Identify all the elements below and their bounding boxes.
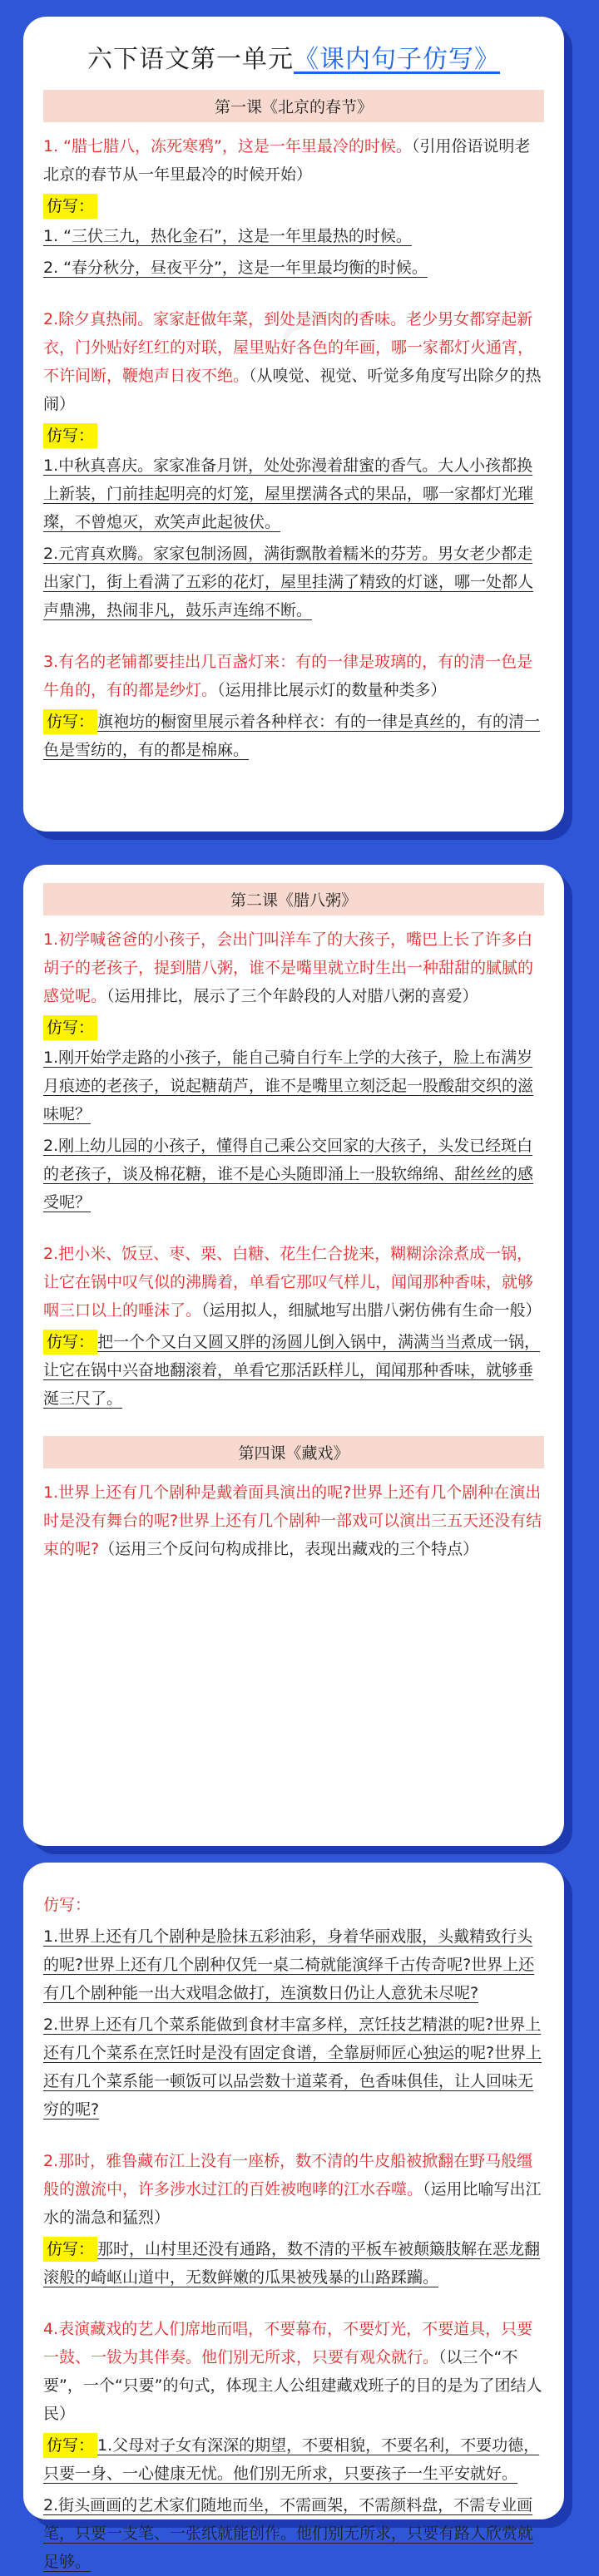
lesson-4-header: 第四课《藏戏》 (43, 1436, 544, 1468)
l4-item1-note: （运用三个反问句构成排比，表现出藏戏的三个特点） (99, 1540, 479, 1558)
l1-item2-sentence-block (43, 305, 544, 418)
l4-item3-sentence: 4.表演藏戏的艺人们席地而唱，不要幕布，不要灯光，不要道具，只要一鼓、一钹为其伴奏。他们别无所求，只要有观众就行。 (43, 2320, 533, 2366)
watermark: ~ (257, 283, 337, 368)
l2-item1-sentence-block (43, 925, 544, 1010)
lesson-2-header: 第二课《腊八粥》 (43, 883, 544, 915)
l4-item1-sentence: 1.世界上还有几个剧种是戴着面具演出的呢?世界上还有几个剧种在演出时是没有舞台的呢?世界上还有几个剧种一部戏可以演出三五天还没有结束的呢? (43, 1483, 542, 1558)
imitation-tag: 仿写： (43, 194, 97, 219)
title-accent: 《课内句子仿写》 (294, 45, 500, 74)
l1-item3-answer: 旗袍坊的橱窗里展示着各种样衣：有的一律是真丝的，有的清一色是雪纺的，有的都是棉麻。 (43, 713, 541, 759)
l4-item1-sentence-block (43, 1478, 544, 1563)
l1-item2-answer-1: 1.中秋真喜庆。家家准备月饼，处处弥漫着甜蜜的香气。大人小孩都换上新装，门前挂起明亮的灯笼，屋里摆满各式的果品，哪一家都灯光璀璨，不曾熄灭，欢笑声此起彼伏。 (43, 456, 534, 531)
l1-item3-note: （运用排比展示灯的数量种类多） (217, 681, 447, 699)
l4-item1-answer-2: 2.世界上还有几个菜系能做到食材丰富多样，烹饪技艺精湛的呢?世界上还有几个菜系在烹饪时是没有固定食谱，全靠厨师匠心独运的呢?世界上还有几个菜系能一顿饭可以品尝数十道菜肴，色香味俱佳，让人回味无穷的呢? (43, 2016, 542, 2119)
l1-item1-sentence: 1. “腊七腊八，冻死寒鸦”，这是一年里最冷的时候。 (43, 137, 412, 155)
l4-item1-tag: 仿写： (43, 1896, 92, 1914)
imitation-tag: 仿写： (43, 1015, 97, 1040)
imitation-tag: 仿写： (43, 2433, 97, 2458)
l4-item3-sentence-block (43, 2315, 544, 2428)
page-title (43, 38, 544, 75)
l4-item2-answer: 那时，山村里还没有通路，数不清的平板车被颠簸肢解在恶龙翻滚般的崎岖山道中，无数鲜嫩的瓜果被残暴的山路蹂躏。 (43, 2240, 541, 2287)
card-lesson-1 (23, 17, 564, 832)
l4-item2-answer-block (43, 2235, 544, 2292)
l4-item3-answer-block (43, 2431, 544, 2488)
l2-item1-answer-2: 2.刚上幼儿园的小孩子，懂得自己乘公交回家的大孩子，头发已经斑白的老孩子，谈及棉花糖，谁不是心头随即涌上一股软绵绵、甜丝丝的感受呢？ (43, 1137, 534, 1212)
imitation-tag: 仿写： (43, 2237, 97, 2262)
l2-item1-note: （运用排比，展示了三个年龄段的人对腊八粥的喜爱） (106, 987, 478, 1005)
l1-item1-answer-2: 2. “春分秋分，昼夜平分”，这是一年里最均衡的时候。 (43, 259, 428, 277)
l2-item2-sentence-block (43, 1240, 544, 1325)
l4-item3-answer-2: 2.街头画画的艺术家们随地而坐，不需画架，不需颜料盘，不需专业画笔，只要一支笔、一张纸就能创作。他们别无所求，只要有路人欣赏就足够。 (43, 2496, 534, 2571)
lesson-1-header: 第一课《北京的春节》 (43, 90, 544, 122)
l2-item2-sentence: 2.把小米、饭豆、枣、栗、白糖、花生仁合拢来，糊糊涂涂煮成一锅，让它在锅中叹气似的沸腾着，单看它那叹气样儿，闻闻那种香味，就够咽三口以上的唾沫了。 (43, 1245, 534, 1320)
l2-item1-answer-1: 1.刚开始学走路的小孩子，能自己骑自行车上学的大孩子，脸上布满岁月痕迹的老孩子，说起糖葫芦，谁不是嘴里立刻泛起一股酸甜交织的滋味呢？ (43, 1049, 534, 1123)
imitation-tag: 仿写： (43, 1330, 97, 1355)
l4-item3-answer-1: 1.父母对子女有深深的期望，不要相貌，不要名利，不要功德，只要一身、一心健康无忧。他们别无所求，只要孩子一生平安就好。 (43, 2436, 540, 2483)
l1-item3-sentence: 3.有名的老铺都要挂出几百盏灯来：有的一律是玻璃的，有的清一色是牛角的，有的都是纱灯。 (43, 653, 533, 699)
l1-item3-answer-block (43, 708, 544, 764)
l2-item2-note: （运用拟人，细腻地写出腊八粥仿佛有生命一般） (201, 1301, 542, 1320)
l2-item2-answer-block (43, 1328, 544, 1413)
l1-item1-note: （引用俗语说明老北京的春节从一年里最冷的时候开始） (43, 137, 531, 184)
l1-item2-answer-2: 2.元宵真欢腾。家家包制汤圆，满街飘散着糯米的芬芳。男女老少都走出家门，街上看满了五彩的花灯，屋里挂满了精致的灯谜，哪一处都人声鼎沸，热闹非凡，鼓乐声连绵不断。 (43, 545, 534, 619)
l2-item2-answer: 把一个个又白又圆又胖的汤圆儿倒入锅中，满满当当煮成一锅，让它在锅中兴奋地翻滚着，单看它那活跃样儿，闻闻那种香味，就够垂涎三尺了。 (43, 1333, 541, 1408)
l2-item1-sentence: 1.初学喊爸爸的小孩子，会出门叫洋车了的大孩子，嘴巴上长了许多白胡子的老孩子，提到腊八粥，谁不是嘴里就立时生出一种甜甜的腻腻的感觉呢。 (43, 930, 534, 1005)
l4-item2-sentence-block (43, 2147, 544, 2232)
l4-item3-note: （以三个“不要”，一个“只要”的句式，体现主人公组建藏戏班子的目的是为了团结人民） (43, 2348, 542, 2423)
l1-item2-sentence: 2.除夕真热闹。家家赶做年菜，到处是酒肉的香味。老少男女都穿起新衣，门外贴好红红的对联，屋里贴好各色的年画，哪一家都灯火通宵，不许间断，鞭炮声日夜不绝。 (43, 310, 534, 385)
card-lesson-2-4 (23, 865, 564, 1846)
l1-item2-tag-line (43, 422, 544, 450)
l2-item1-tag-line (43, 1014, 544, 1042)
l4-item2-sentence: 2.那时，雅鲁藏布江上没有一座桥，数不清的牛皮船被掀翻在野马般缰般的激流中，许多涉水过江的百姓被咆哮的江水吞噬。 (43, 2152, 533, 2198)
l1-item2-note: （从嗅觉、视觉、听觉多角度写出除夕的热闹） (43, 367, 542, 413)
l1-item1-sentence-block (43, 132, 544, 189)
card-lesson-4-continued (23, 1863, 564, 2571)
l4-item1-answer-1: 1.世界上还有几个剧种是脸抹五彩油彩，身着华丽戏服，头戴精致行头的呢?世界上还有几个剧种仅凭一桌二椅就能演绎千古传奇呢?世界上还有几个剧种能一出大戏唱念做打，连演数日仍让人意犹未尽呢? (43, 1927, 535, 2002)
imitation-tag: 仿写： (43, 423, 97, 448)
l4-item2-note: （运用比喻写出江水的湍急和猛烈） (43, 2180, 542, 2227)
l1-item1-tag-line (43, 192, 544, 220)
imitation-tag: 仿写： (43, 709, 97, 734)
l1-item3-sentence-block (43, 648, 544, 704)
l1-item1-answer-1: 1. “三伏三九，热化金石”，这是一年里最热的时候。 (43, 227, 412, 245)
title-prefix: 六下语文第一单元 (87, 45, 294, 74)
